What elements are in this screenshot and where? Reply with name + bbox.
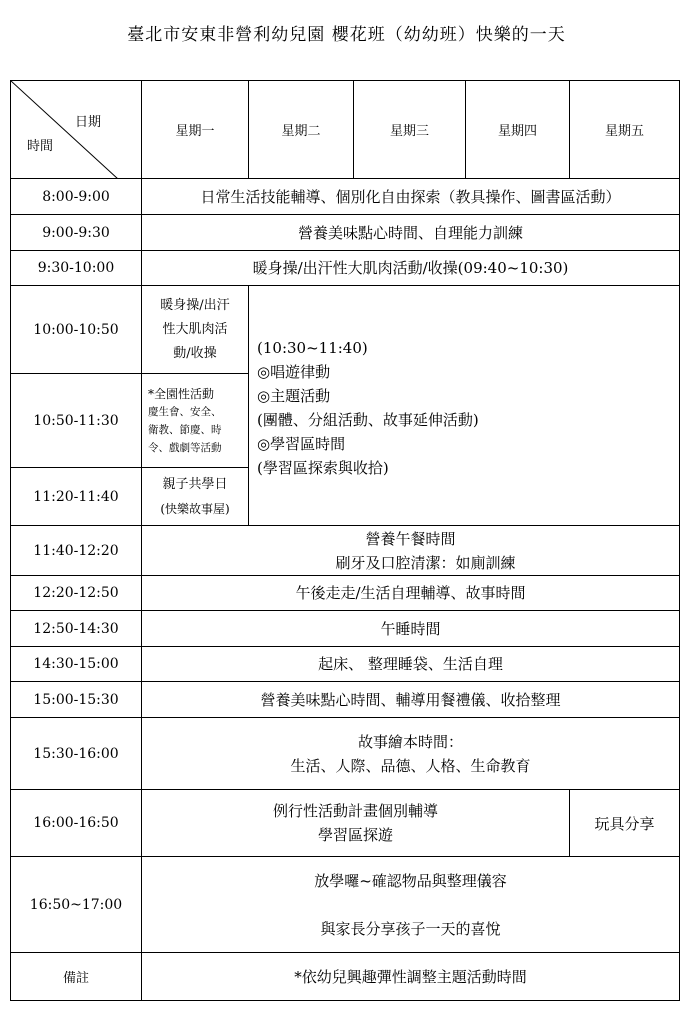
activity-cell: 營養美味點心時間、自理能力訓練 [142,215,680,251]
table-row [11,286,680,374]
schedule-table [10,80,680,1001]
cell-line: 刷牙及口腔清潔：如廁訓練 [335,553,516,572]
activity-cell: 日常生活技能輔導、個別化自由探索（教具操作、圖書區活動） [142,179,680,215]
corner-date-label: 日期 [74,115,101,130]
day-header-tue: 星期二 [249,81,354,179]
activity-cell [142,526,680,576]
time-cell: 8:00-9:00 [11,179,142,215]
time-cell: 9:00-9:30 [11,215,142,251]
diagonal-line [11,81,142,179]
activity-cell [142,790,570,857]
cell-line: 令、戲劇等活動 [148,441,222,454]
corner-time-label: 時間 [27,139,54,154]
time-cell: 10:50-11:30 [11,374,142,468]
toy-sharing-cell: 玩具分享 [570,790,680,857]
table-row [11,611,680,647]
time-cell: 12:50-14:30 [11,611,142,647]
corner-cell [11,81,142,179]
time-cell: 11:40-12:20 [11,526,142,576]
cell-line: 慶生會、安全、 [148,405,222,418]
cell-line: (快樂故事屋) [160,501,230,516]
cell-line: 生活、人際、品德、人格、生命教育 [290,756,531,775]
block-line: (團體、分組活動、故事延伸活動) [257,411,479,429]
activity-cell: 午睡時間 [142,611,680,647]
activity-cell [142,857,680,953]
remarks-cell: *依幼兒興趣彈性調整主題活動時間 [142,953,680,1001]
page-title: 臺北市安東非營利幼兒園 櫻花班（幼幼班）快樂的一天 [127,25,566,45]
cell-line: 親子共學日 [162,476,228,492]
table-row [11,790,680,857]
school-event-cell [142,374,249,468]
table-row [11,526,680,576]
cell-line: 暖身操/出汗 [160,297,230,313]
block-line: ◎唱遊律動 [257,363,331,381]
time-cell: 10:00-10:50 [11,286,142,374]
table-row [11,682,680,718]
time-cell: 15:00-15:30 [11,682,142,718]
remarks-label: 備註 [11,953,142,1001]
table-row [11,857,680,953]
block-line: ◎主題活動 [257,387,331,405]
day-header-mon: 星期一 [142,81,249,179]
cell-line: 衛教、節慶、時 [148,423,222,436]
cell-line: 動/收操 [173,345,217,361]
time-cell: 12:20-12:50 [11,576,142,611]
block-line: (10:30~11:40) [257,339,368,357]
table-row [11,251,680,286]
time-cell: 14:30-15:00 [11,647,142,682]
day-header-thu: 星期四 [466,81,570,179]
time-cell: 9:30-10:00 [11,251,142,286]
table-row [11,718,680,790]
time-cell: 15:30-16:00 [11,718,142,790]
cell-line: 放學囉~確認物品與整理儀容 [314,871,507,890]
table-row [11,953,680,1001]
day-header-wed: 星期三 [354,81,466,179]
parent-child-cell [142,468,249,526]
time-cell: 11:20-11:40 [11,468,142,526]
table-row [11,576,680,611]
time-cell: 16:50~17:00 [11,857,142,953]
block-line: (學習區探索與收拾) [257,459,389,477]
day-header-fri: 星期五 [570,81,680,179]
table-row [11,647,680,682]
theme-activity-block [249,286,680,526]
activity-cell: 營養美味點心時間、輔導用餐禮儀、收拾整理 [142,682,680,718]
activity-cell [142,718,680,790]
cell-line: 故事繪本時間： [357,732,463,751]
cell-line: *全園性活動 [148,386,215,401]
cell-line: 例行性活動計畫個別輔導 [272,802,438,820]
activity-cell: 午後走走/生活自理輔導、故事時間 [142,576,680,611]
table-row [11,179,680,215]
cell-line: 性大肌肉活 [162,321,228,337]
cell-line: 學習區探遊 [317,826,393,844]
cell-line: 營養午餐時間 [365,529,456,548]
time-cell: 16:00-16:50 [11,790,142,857]
activity-cell: 起床、 整理睡袋、生活自理 [142,647,680,682]
activity-cell: 暖身操/出汗性大肌肉活動/收操(09:40~10:30) [142,251,680,286]
cell-line: 與家長分享孩子一天的喜悅 [320,919,501,938]
table-row [11,215,680,251]
header-row [11,81,680,179]
block-line: ◎學習區時間 [257,435,346,453]
monday-warmup-cell [142,286,249,374]
